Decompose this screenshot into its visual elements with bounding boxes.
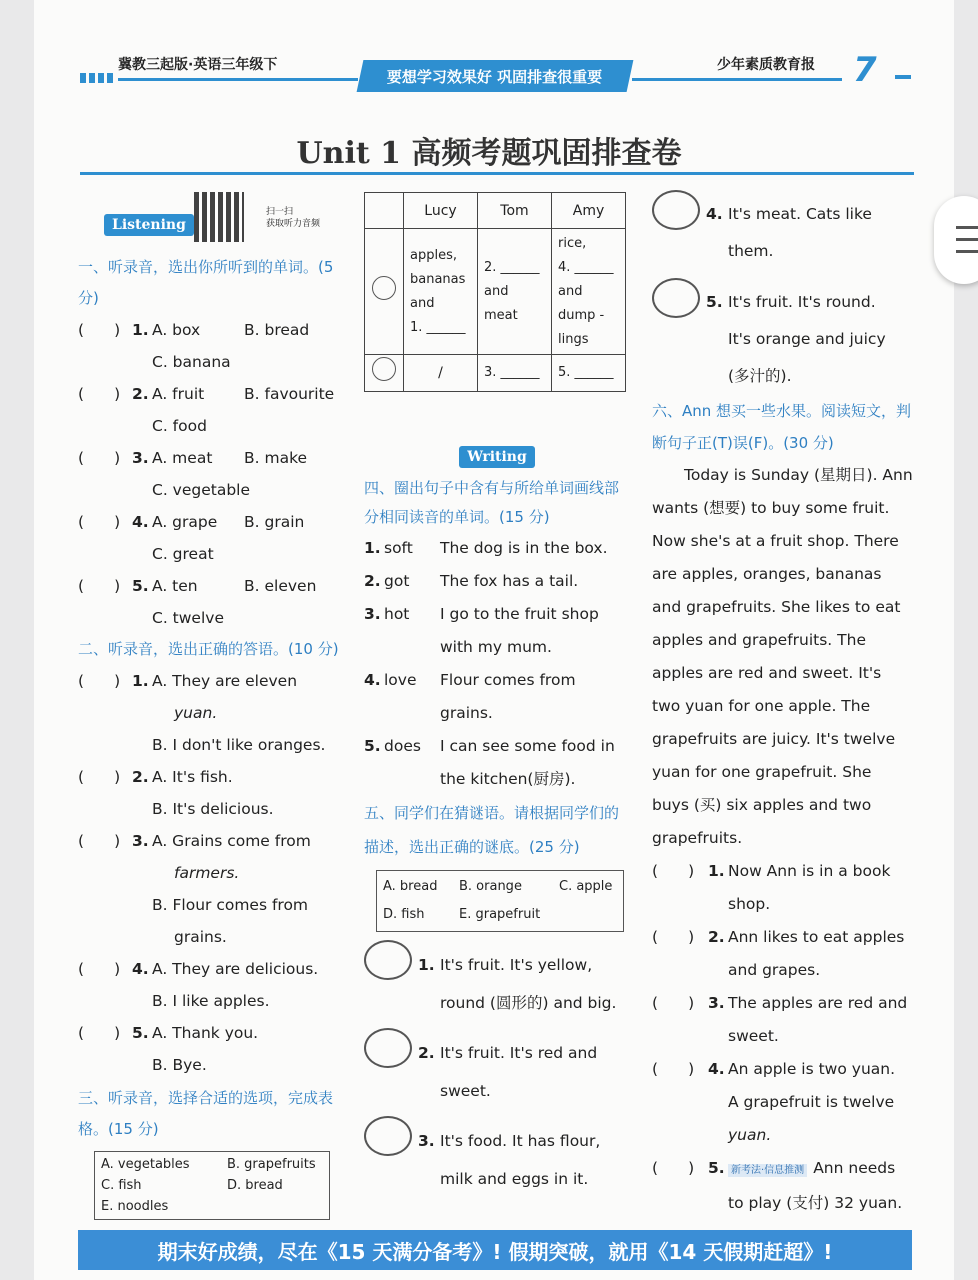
question-item: [364, 565, 630, 598]
option-a: A. meat: [152, 449, 213, 467]
question-item: [364, 598, 630, 664]
answer-bracket[interactable]: [78, 825, 120, 857]
option-a: A. They are eleven: [152, 672, 298, 690]
tf-item: [652, 921, 916, 987]
option-a-cont: farmers.: [174, 864, 240, 882]
sad-face-icon: [372, 357, 396, 381]
question-number: 2.: [708, 928, 725, 946]
bracket-close: ): [688, 994, 695, 1012]
question-item: [78, 506, 344, 570]
header-rule: [118, 78, 358, 81]
section-5-title: 五、同学们在猜谜语。请根据同学们的描述，选出正确的谜底。(25 分): [364, 804, 620, 856]
listening-tag: Listening: [104, 214, 194, 236]
tf-item: [652, 1152, 916, 1220]
bracket-open: (: [78, 321, 85, 339]
question-number: 1.: [132, 672, 149, 690]
tf-item: [652, 855, 916, 921]
option: C. fish: [101, 1178, 142, 1193]
sentence-cont: grains.: [440, 704, 493, 722]
bracket-open: (: [78, 1024, 85, 1042]
option-b: B. It's delicious.: [152, 800, 274, 818]
bracket-open: (: [78, 768, 85, 786]
tf-line: and grapes.: [728, 961, 821, 979]
right-column: [652, 196, 916, 1220]
question-number: 5.: [708, 1159, 725, 1177]
question-item: [364, 664, 630, 730]
passage-line: Now she's at a fruit shop. There: [652, 532, 899, 550]
question-item: [364, 730, 630, 796]
option-b: B. Bye.: [152, 1056, 207, 1074]
answer-bracket[interactable]: [652, 855, 694, 888]
answer-bracket[interactable]: [78, 314, 120, 346]
new-question-badge: 新考法·信息推测: [728, 1164, 807, 1177]
riddle-line: It's fruit. It's round.: [728, 293, 876, 311]
question-number: 1.: [708, 862, 725, 880]
question-number: 3.: [364, 605, 381, 623]
riddle-line: It's orange and juicy: [728, 330, 886, 348]
option-c: C. great: [152, 545, 214, 563]
page-title: Unit 1 高频考题巩固排查卷: [296, 136, 682, 171]
question-number: 4.: [708, 1060, 725, 1078]
passage-line: apples are red and sweet. It's: [652, 664, 882, 682]
food-table: [364, 192, 626, 392]
option-b: B. favourite: [244, 385, 335, 403]
table-cell: /: [404, 355, 478, 392]
question-item: [78, 761, 344, 825]
bracket-open: (: [78, 513, 85, 531]
question-number: 2.: [364, 572, 381, 590]
option-a: A. They are delicious.: [152, 960, 319, 978]
section-4-title: 四、圈出句子中含有与所给单词画线部分相同读音的单词。(15 分): [364, 479, 620, 526]
section-3-title: 三、听录音，选择合适的选项，完成表格。(15 分): [78, 1089, 334, 1138]
passage-line: and grapefruits. She likes to eat: [652, 598, 901, 616]
question-number: 2.: [132, 385, 149, 403]
bracket-close: ): [688, 862, 695, 880]
bracket-close: ): [114, 832, 121, 850]
answer-bracket[interactable]: [652, 987, 694, 1020]
bracket-close: ): [114, 768, 121, 786]
option: D. fish: [383, 907, 425, 922]
bracket-open: (: [78, 449, 85, 467]
tf-text: Ann likes to eat apples: [728, 928, 905, 946]
passage-line: yuan for one grapefruit. She: [652, 763, 872, 781]
bracket-open: (: [78, 577, 85, 595]
page-number: 7: [853, 50, 877, 90]
answer-oval[interactable]: [364, 940, 412, 980]
table-cell: apples, bananas and 1. ______: [404, 229, 478, 355]
target-word: soft: [384, 539, 413, 557]
question-number: 5.: [132, 577, 149, 595]
menu-button[interactable]: [934, 196, 978, 284]
table-cell: 3. ______: [478, 355, 552, 392]
bracket-open: (: [78, 672, 85, 690]
bracket-close: ): [114, 513, 121, 531]
riddle-line: It's food. It has flour,: [440, 1132, 601, 1150]
slogan-banner: 要想学习效果好 巩固排查很重要: [357, 60, 634, 92]
question-number: 2.: [132, 768, 149, 786]
target-word: does: [384, 737, 421, 755]
question-item: [78, 570, 344, 634]
section-6-title: 六、Ann 想买一些水果。阅读短文，判断句子正(T)误(F)。(30 分): [652, 402, 912, 452]
tf-text: The apples are red and: [728, 994, 908, 1012]
tf-item: [652, 987, 916, 1053]
question-number: 5.: [364, 737, 381, 755]
answer-bracket[interactable]: [78, 761, 120, 793]
riddle-line: It's fruit. It's yellow,: [440, 956, 593, 974]
option: E. grapefruit: [459, 907, 541, 922]
bracket-close: ): [114, 960, 121, 978]
qr-caption: 扫一扫 获取听力音频: [266, 207, 321, 229]
riddle-line: milk and eggs in it.: [440, 1170, 589, 1188]
option-a: A. box: [152, 321, 201, 339]
tf-line: [728, 1152, 916, 1187]
bracket-close: ): [114, 321, 121, 339]
option-c: C. banana: [152, 353, 231, 371]
tf-line: [728, 1053, 916, 1086]
table-cell: 5. ______: [552, 355, 626, 392]
question-number: 5.: [706, 293, 723, 311]
option-b: B. I don't like oranges.: [152, 736, 326, 754]
section-5-options-box: [376, 870, 624, 932]
question-item: [78, 442, 344, 506]
option: A. bread: [383, 879, 438, 894]
tf-item: [652, 1053, 916, 1152]
option-a: A. It's fish.: [152, 768, 233, 786]
question-item: [78, 314, 344, 378]
riddle-item: [364, 1122, 630, 1210]
left-column: [78, 196, 344, 1220]
question-number: 3.: [708, 994, 725, 1012]
answer-bracket[interactable]: [78, 506, 120, 538]
table-cell: 2. ______ and meat: [478, 229, 552, 355]
bracket-open: (: [652, 994, 659, 1012]
option-a: A. grape: [152, 513, 218, 531]
question-number: 5.: [132, 1024, 149, 1042]
riddle-line: (多汁的).: [728, 367, 792, 385]
target-word: got: [384, 572, 410, 590]
section-3-options-box: [94, 1151, 330, 1220]
header-rule-right: [632, 78, 842, 81]
tf-line: to play (支付) 32 yuan.: [728, 1194, 903, 1212]
tf-text: Now Ann is in a book: [728, 862, 891, 880]
answer-oval[interactable]: [364, 1116, 412, 1156]
tf-text: Ann needs: [813, 1159, 896, 1177]
tf-line: [728, 987, 916, 1020]
bracket-open: (: [652, 1159, 659, 1177]
passage-line: wants (想要) to buy some fruit.: [652, 499, 890, 517]
table-header: Tom: [478, 193, 552, 229]
footer-banner: 期末好成绩，尽在《15 天满分备考》! 假期突破，就用《14 天假期赶超》!: [78, 1230, 912, 1270]
answer-bracket[interactable]: [78, 442, 120, 474]
option: B. orange: [459, 879, 522, 894]
option-a: A. Thank you.: [152, 1024, 259, 1042]
riddle-item: [652, 196, 916, 284]
question-item: [78, 825, 344, 953]
bracket-close: ): [114, 385, 121, 403]
tf-text: An apple is two yuan.: [728, 1060, 896, 1078]
table-header: Lucy: [404, 193, 478, 229]
smile-face-icon: [372, 276, 396, 300]
question-number: 4.: [132, 513, 149, 531]
option-c: C. vegetable: [152, 481, 251, 499]
answer-bracket[interactable]: [78, 378, 120, 410]
question-number: 1.: [364, 539, 381, 557]
question-number: 3.: [132, 832, 149, 850]
answer-bracket[interactable]: [652, 1152, 694, 1185]
option-b: B. make: [244, 449, 308, 467]
answer-bracket[interactable]: [78, 570, 120, 602]
riddle-line: It's fruit. It's red and: [440, 1044, 598, 1062]
passage-line: apples and grapefruits. The: [652, 631, 866, 649]
edition-label: 冀教三起版·英语三年级下: [118, 57, 278, 73]
page-number-dash: [895, 75, 911, 79]
tf-line: [728, 921, 916, 954]
header-stripes: [80, 68, 116, 78]
answer-bracket[interactable]: [78, 1017, 120, 1049]
target-word: hot: [384, 605, 410, 623]
option-b: B. grain: [244, 513, 305, 531]
table-cell: rice, 4. ______ and dump - lings: [552, 229, 626, 355]
riddle-item: [652, 284, 916, 395]
passage-line: grapefruits.: [652, 829, 743, 847]
question-number: 4.: [132, 960, 149, 978]
question-number: 3.: [418, 1132, 435, 1150]
table-header: Amy: [552, 193, 626, 229]
sentence: The fox has a tail.: [440, 572, 579, 590]
riddle-line: them.: [728, 242, 774, 260]
answer-oval[interactable]: [364, 1028, 412, 1068]
answer-oval[interactable]: [652, 278, 700, 318]
bracket-open: (: [78, 832, 85, 850]
section-1-title: 一、听录音，选出你所听到的单词。(5 分): [78, 258, 334, 307]
sentence-cont: the kitchen(厨房).: [440, 770, 576, 788]
answer-oval[interactable]: [652, 190, 700, 230]
question-item: [364, 532, 630, 565]
answer-bracket[interactable]: [652, 921, 694, 954]
bracket-close: ): [688, 1159, 695, 1177]
bracket-close: ): [688, 928, 695, 946]
option: C. apple: [559, 879, 613, 894]
answer-bracket[interactable]: [652, 1053, 694, 1086]
option-b: B. Flour comes from: [152, 896, 309, 914]
question-number: 3.: [132, 449, 149, 467]
bracket-open: (: [78, 960, 85, 978]
question-number: 4.: [364, 671, 381, 689]
bracket-close: ): [114, 449, 121, 467]
riddle-line: sweet.: [440, 1082, 491, 1100]
tf-line: [728, 855, 916, 888]
passage-line: Today is Sunday (星期日). Ann: [684, 466, 913, 484]
bracket-open: (: [78, 385, 85, 403]
sentence: The dog is in the box.: [440, 539, 608, 557]
target-word: love: [384, 671, 417, 689]
bracket-open: (: [652, 928, 659, 946]
answer-bracket[interactable]: [78, 665, 120, 697]
bracket-close: ): [114, 672, 121, 690]
passage-line: two yuan for one apple. The: [652, 697, 871, 715]
riddle-line: It's meat. Cats like: [728, 205, 872, 223]
option: E. noodles: [101, 1199, 169, 1214]
writing-tag: Writing: [459, 446, 535, 468]
option-a: A. ten: [152, 577, 198, 595]
bracket-open: (: [652, 1060, 659, 1078]
sentence: I go to the fruit shop: [440, 605, 599, 623]
answer-bracket[interactable]: [78, 953, 120, 985]
option-c: C. food: [152, 417, 207, 435]
title-rule: [80, 172, 914, 175]
riddle-line: round (圆形的) and big.: [440, 994, 617, 1012]
bracket-close: ): [688, 1060, 695, 1078]
option: A. vegetables: [101, 1157, 190, 1172]
riddle-item: [364, 1034, 630, 1122]
qr-code[interactable]: [194, 192, 244, 242]
question-number: 1.: [418, 956, 435, 974]
tf-line: yuan.: [728, 1126, 772, 1144]
tf-line: shop.: [728, 895, 771, 913]
passage-line: grapefruits are juicy. It's twelve: [652, 730, 896, 748]
section-2-title: 二、听录音，选出正确的答语。(10 分): [78, 640, 339, 658]
question-item: [78, 953, 344, 1017]
bracket-close: ): [114, 1024, 121, 1042]
tf-line: A grapefruit is twelve: [728, 1093, 895, 1111]
passage-line: buys (买) six apples and two: [652, 796, 872, 814]
option-c: C. twelve: [152, 609, 224, 627]
question-number: 2.: [418, 1044, 435, 1062]
option-b: B. bread: [244, 321, 310, 339]
sentence: Flour comes from: [440, 671, 576, 689]
tf-line: sweet.: [728, 1027, 779, 1045]
middle-column: [364, 192, 630, 1210]
bracket-open: (: [652, 862, 659, 880]
option: B. grapefruits: [227, 1157, 316, 1172]
question-number: 4.: [706, 205, 723, 223]
sentence: I can see some food in: [440, 737, 615, 755]
question-item: [78, 1017, 344, 1081]
passage-line: are apples, oranges, bananas: [652, 565, 882, 583]
question-item: [78, 665, 344, 761]
option: D. bread: [227, 1178, 283, 1193]
question-number: 1.: [132, 321, 149, 339]
bracket-close: ): [114, 577, 121, 595]
option-a-cont: yuan.: [174, 704, 218, 722]
question-item: [78, 378, 344, 442]
option-a: A. fruit: [152, 385, 205, 403]
riddle-item: [364, 946, 630, 1034]
newspaper-name: 少年素质教育报: [717, 57, 815, 73]
sentence-cont: with my mum.: [440, 638, 552, 656]
option-b: B. eleven: [244, 577, 317, 595]
option-a: A. Grains come from: [152, 832, 311, 850]
option-b-cont: grains.: [174, 928, 227, 946]
option-b: B. I like apples.: [152, 992, 270, 1010]
